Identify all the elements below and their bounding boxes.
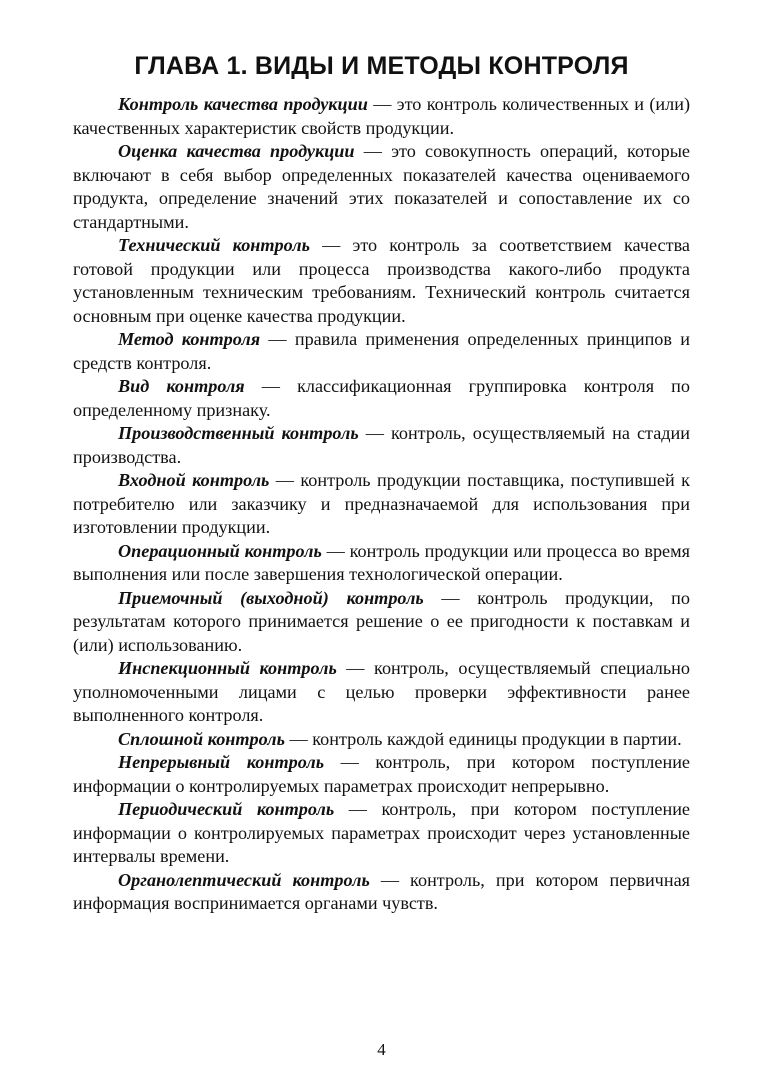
definition-text: — контроль, при котором поступление информации о контролируемых параметрах происходит непрерывно. — [73, 752, 690, 796]
definition-item — [73, 422, 690, 469]
definition-item — [73, 375, 690, 422]
definition-item — [73, 328, 690, 375]
definition-term: Периодический контроль — [118, 799, 335, 819]
definition-item — [73, 540, 690, 587]
definitions-list — [73, 93, 690, 916]
definition-item — [73, 657, 690, 728]
definition-item — [73, 728, 690, 752]
definition-text: — контроль продукции или процесса во время выполнения или после завершения технологической операции. — [73, 540, 690, 584]
definition-term: Контроль качества продукции — [118, 94, 368, 114]
definition-item — [73, 869, 690, 916]
definition-text: — контроль продукции поставщика, поступившей к потребителю или заказчику и предназначаемой для использования при изготовлении продукции. — [73, 470, 690, 537]
definition-text: — это контроль за соответствием качества готовой продукции или процесса производства какого-либо продукта установленным техническим требованиям. Технический контроль считается основным при оценке качества продукции. — [73, 235, 691, 326]
definition-term: Оценка качества продукции — [118, 141, 355, 161]
definition-item — [73, 140, 690, 234]
definition-text: — это совокупность операций, которые включают в себя выбор определенных показателей качества оцениваемого продукта, определение значений этих показателей и сопоставление их со стандартными. — [73, 141, 690, 232]
document-page — [73, 52, 690, 916]
definition-term: Приемочный (выходной) контроль — [118, 587, 424, 608]
definition-item — [73, 469, 690, 540]
definition-text: — правила применения определенных принципов и средств контроля. — [73, 329, 690, 373]
definition-text: — классификационная группировка контроля по определенному признаку. — [73, 376, 690, 420]
definition-term: Производственный контроль — [118, 423, 359, 443]
definition-term: Органолептический контроль — [118, 869, 370, 890]
definition-item — [73, 751, 690, 798]
definition-text: — контроль каждой единицы продукции в партии. — [284, 728, 682, 749]
definition-item — [73, 587, 690, 658]
definition-item — [73, 798, 690, 869]
definition-text: — контроль, при котором поступление информации о контролируемых параметрах происходит через установленные интервалы времени. — [73, 799, 691, 866]
chapter-title: ГЛАВА 1. ВИДЫ И МЕТОДЫ КОНТРОЛЯ — [134, 52, 629, 80]
definition-term: Входной контроль — [118, 470, 270, 490]
definition-text: — контроль, при котором первичная информация воспринимается органами чувств. — [73, 869, 691, 913]
definition-item — [73, 93, 690, 140]
definition-term: Инспекционный контроль — [118, 658, 337, 678]
definition-text: — контроль продукции, по результатам которого принимается решение о ее пригодности к поставкам и (или) использованию. — [73, 587, 690, 655]
definition-term: Метод контроля — [118, 329, 261, 349]
definition-term: Сплошной контроль — [118, 728, 285, 749]
definition-term: Технический контроль — [118, 235, 310, 255]
definition-text: — это контроль количественных и (или) качественных характеристик свойств продукции. — [73, 94, 691, 138]
definition-term: Операционный контроль — [118, 540, 322, 561]
page-number: 4 — [377, 1040, 386, 1059]
definition-item — [73, 234, 690, 328]
definition-term: Непрерывный контроль — [118, 752, 325, 772]
definition-text: — контроль, осуществляемый специально уполномоченными лицами с целью проверки эффективности ранее выполненного контроля. — [73, 658, 690, 725]
definition-term: Вид контроля — [118, 376, 245, 396]
definition-text: — контроль, осуществляемый на стадии производства. — [73, 423, 690, 467]
